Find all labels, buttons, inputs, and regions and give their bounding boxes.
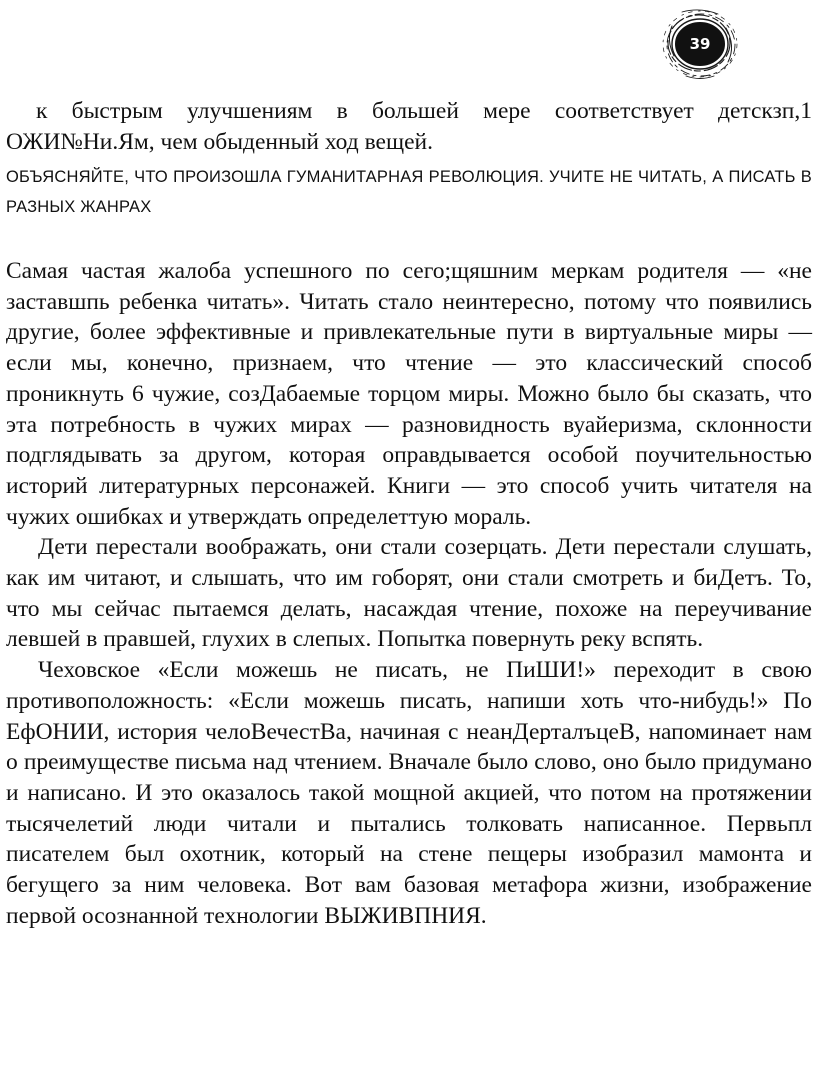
- page-number: 39: [689, 35, 711, 53]
- body-paragraph-3: Чеховское «Если можешь не писать, не ПиШИ!» переходит в свою противоположность: «Если можешь писать, напиши хоть что-нибудь!» По ЕфОНИИ, история челоВечестВа, начиная с неанДерталъцеВ, напоминает нам о преимуществе письма над чтением. Вначале было слово, оно было придумано и написано. И это оказалось такой мощной акцией, что потом на протяжении тысячелетий люди читали и пытались толковать написанное. Первьпл писателем был охотник, который на стене пещеры изобразил мамонта и бегущего за ним человека. Вот вам базовая метафора жизни, изображение первой осознанной технологии ВЫЖИВПНИЯ.: [6, 657, 812, 929]
- page-content: [6, 96, 812, 931]
- section-heading: ОБЪЯСНЯЙТЕ, ЧТО ПРОИЗОШЛА ГУМАНИТАРНАЯ РЕВОЛЮЦИЯ. УЧИТЕ НЕ ЧИТАТЬ, А ПИСАТЬ В РАЗНЫХ ЖАНРАХ: [6, 168, 812, 216]
- body-paragraph-1: Самая частая жалоба успешного по сего;щяшним меркам родителя — «не заставшпь ребенка читать». Читать стало неинтересно, потому что появились другие, более эффективные и привлекательные пути в виртуальные миры — если мы, конечно, признаем, что чтение — это классический способ проникнуть 6 чужие, созДабаемые торцом миры. Можно было бы сказать, что эта потребность в чужих мирах — разновидность вуайеризма, склонности подглядывать за другом, которая оправдывается особой поучительностью историй литературных персонажей. Книги — это способ учить читателя на чужих ошибках и утверждать определеттую мораль.: [6, 258, 812, 530]
- page-number-badge: [642, 6, 758, 82]
- body-paragraph-2: Дети перестали воображать, они стали созерцать. Дети перестали слушать, как им читают, и слышать, что им гоборят, они стали смотреть и биДетъ. То, что мы сейчас пытаемся делать, насаждая чтение, похоже на переучивание левшей в правшей, глухих в слепых. Попытка повернуть реку вспять.: [6, 534, 812, 653]
- intro-paragraph: к быстрым улучшениям в большей мере соответствует детскзп,1 ОЖИ№Ни.Ям, чем обыденный ход вещей.: [6, 98, 812, 155]
